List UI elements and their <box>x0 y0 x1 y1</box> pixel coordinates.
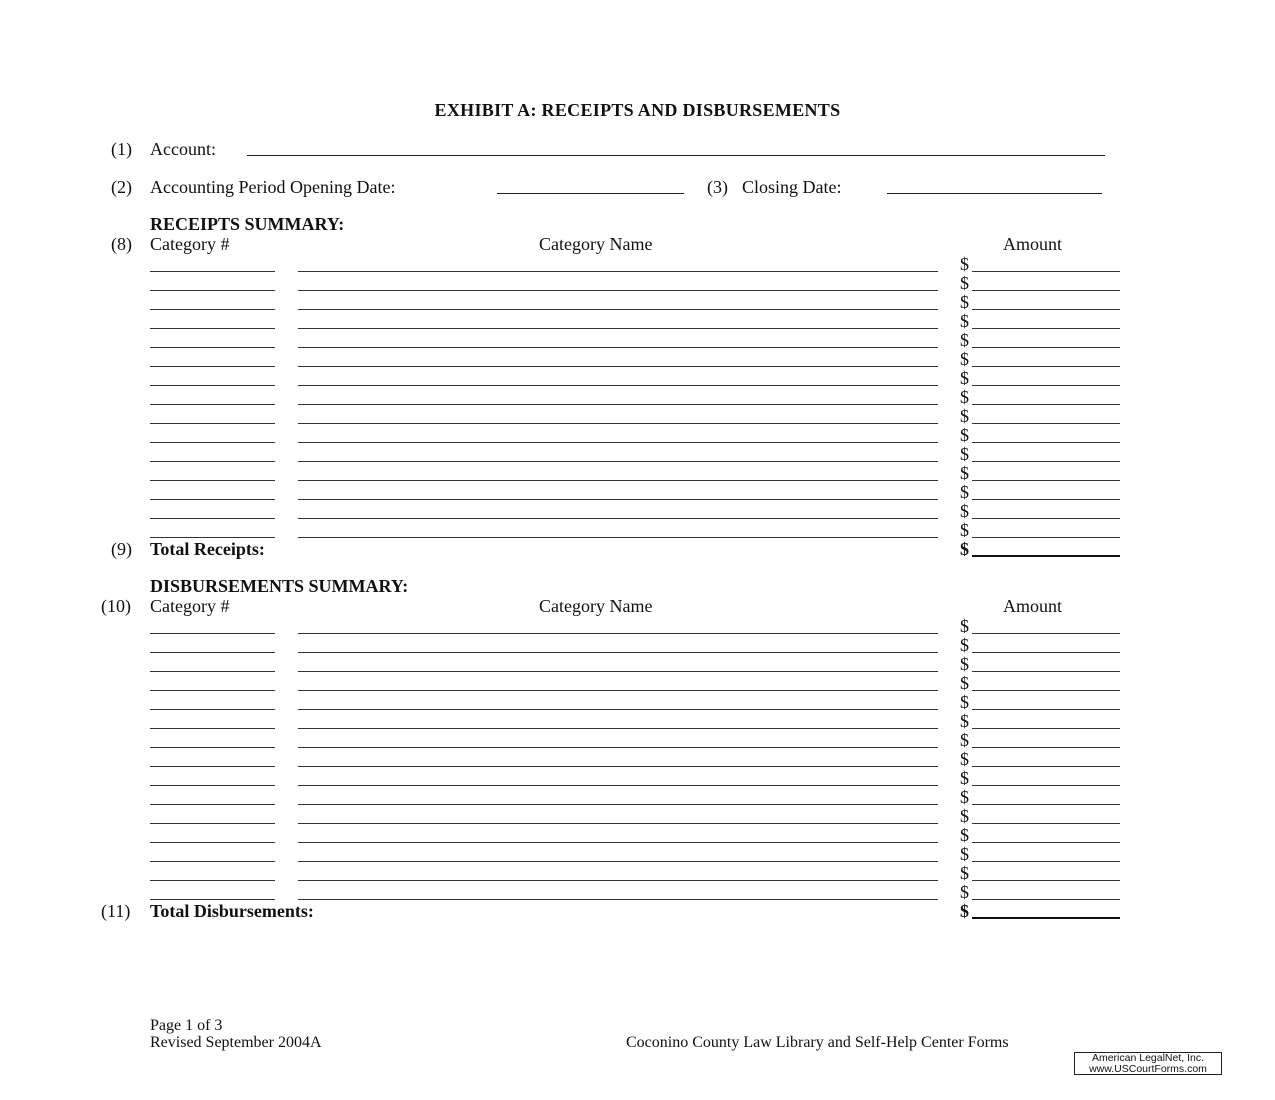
receipts-total-field[interactable] <box>972 555 1120 557</box>
disbursements-row <box>0 844 1275 863</box>
disbursements-name-field[interactable] <box>298 861 938 862</box>
disbursements-row <box>0 654 1275 673</box>
disbursements-category-field[interactable] <box>150 804 275 805</box>
receipts-amount-field[interactable] <box>972 537 1120 538</box>
disbursements-amount-field[interactable] <box>972 880 1120 881</box>
receipts-row <box>0 311 1275 330</box>
badge-line-1: American LegalNet, Inc. <box>1091 1052 1205 1064</box>
disbursements-total-currency: $ <box>960 901 969 921</box>
disbursements-category-field[interactable] <box>150 652 275 653</box>
disbursements-row <box>0 635 1275 654</box>
disbursements-amount-field[interactable] <box>972 633 1120 634</box>
disbursements-amount-field[interactable] <box>972 861 1120 862</box>
disbursements-currency-symbol: $ <box>960 806 969 826</box>
disbursements-category-field[interactable] <box>150 633 275 634</box>
receipts-row <box>0 254 1275 273</box>
disbursements-amount-field[interactable] <box>972 823 1120 824</box>
account-field[interactable] <box>247 155 1105 156</box>
page-title: EXHIBIT A: RECEIPTS AND DISBURSEMENTS <box>434 100 841 120</box>
receipts-row <box>0 501 1275 520</box>
disbursements-row <box>0 787 1275 806</box>
disbursements-category-field[interactable] <box>150 823 275 824</box>
disbursements-total-field[interactable] <box>972 917 1120 919</box>
receipts-name-field[interactable] <box>298 309 938 310</box>
opening-date-label: Accounting Period Opening Date: <box>150 177 396 197</box>
receipts-name-field[interactable] <box>298 328 938 329</box>
disbursements-amount-field[interactable] <box>972 690 1120 691</box>
footer-source: Coconino County Law Library and Self-Help Center Forms <box>626 1034 1009 1051</box>
receipts-col-amount: Amount <box>1003 234 1063 254</box>
disbursements-currency-symbol: $ <box>960 825 969 845</box>
disbursements-currency-symbol: $ <box>960 654 969 674</box>
disbursements-currency-symbol: $ <box>960 863 969 883</box>
disbursements-currency-symbol: $ <box>960 730 969 750</box>
receipts-col-name: Category Name <box>539 234 653 254</box>
receipts-amount-field[interactable] <box>972 347 1120 348</box>
receipts-category-field[interactable] <box>150 518 275 519</box>
receipts-currency-symbol: $ <box>960 444 969 464</box>
receipts-amount-field[interactable] <box>972 518 1120 519</box>
receipts-col-category: Category # <box>150 234 230 254</box>
receipts-name-field[interactable] <box>298 366 938 367</box>
badge-line-2: www.USCourtForms.com <box>1089 1063 1207 1075</box>
disbursements-total-label: Total Disbursements: <box>150 901 314 921</box>
receipts-category-field[interactable] <box>150 499 275 500</box>
disbursements-row <box>0 616 1275 635</box>
receipts-name-field[interactable] <box>298 347 938 348</box>
receipts-name-field[interactable] <box>298 518 938 519</box>
disbursements-currency-symbol: $ <box>960 768 969 788</box>
receipts-row <box>0 292 1275 311</box>
receipts-name-field[interactable] <box>298 290 938 291</box>
disbursements-row <box>0 692 1275 711</box>
disbursements-category-field[interactable] <box>150 671 275 672</box>
disbursements-category-field[interactable] <box>150 899 275 900</box>
disbursements-name-field[interactable] <box>298 690 938 691</box>
receipts-total-currency: $ <box>960 539 969 559</box>
disbursements-amount-field[interactable] <box>972 804 1120 805</box>
disbursements-name-field[interactable] <box>298 747 938 748</box>
opening-date-number: (2) <box>111 177 132 197</box>
receipts-amount-field[interactable] <box>972 423 1120 424</box>
disbursements-number: (10) <box>101 596 131 616</box>
receipts-name-field[interactable] <box>298 442 938 443</box>
receipts-name-field[interactable] <box>298 404 938 405</box>
receipts-row <box>0 387 1275 406</box>
disbursements-category-field[interactable] <box>150 690 275 691</box>
receipts-currency-symbol: $ <box>960 463 969 483</box>
receipts-category-field[interactable] <box>150 271 275 272</box>
disbursements-name-field[interactable] <box>298 633 938 634</box>
disbursements-col-amount: Amount <box>1003 596 1063 616</box>
receipts-row <box>0 406 1275 425</box>
receipts-category-field[interactable] <box>150 480 275 481</box>
receipts-row <box>0 273 1275 292</box>
receipts-currency-symbol: $ <box>960 273 969 293</box>
receipts-row <box>0 463 1275 482</box>
disbursements-category-field[interactable] <box>150 785 275 786</box>
receipts-amount-field[interactable] <box>972 290 1120 291</box>
disbursements-total-number: (11) <box>101 901 131 921</box>
disbursements-currency-symbol: $ <box>960 882 969 902</box>
disbursements-category-field[interactable] <box>150 880 275 881</box>
footer-page: Page 1 of 3 <box>150 1017 223 1034</box>
receipts-currency-symbol: $ <box>960 330 969 350</box>
receipts-total-number: (9) <box>111 539 132 559</box>
disbursements-amount-field[interactable] <box>972 728 1120 729</box>
disbursements-name-field[interactable] <box>298 709 938 710</box>
disbursements-name-field[interactable] <box>298 728 938 729</box>
receipts-category-field[interactable] <box>150 366 275 367</box>
closing-date-label: Closing Date: <box>742 177 842 197</box>
receipts-amount-field[interactable] <box>972 461 1120 462</box>
disbursements-amount-field[interactable] <box>972 842 1120 843</box>
receipts-amount-field[interactable] <box>972 271 1120 272</box>
disbursements-name-field[interactable] <box>298 766 938 767</box>
receipts-category-field[interactable] <box>150 442 275 443</box>
disbursements-name-field[interactable] <box>298 804 938 805</box>
disbursements-currency-symbol: $ <box>960 787 969 807</box>
disbursements-category-field[interactable] <box>150 728 275 729</box>
disbursements-col-category: Category # <box>150 596 230 616</box>
receipts-name-field[interactable] <box>298 423 938 424</box>
disbursements-row <box>0 768 1275 787</box>
receipts-row <box>0 349 1275 368</box>
receipts-category-field[interactable] <box>150 309 275 310</box>
receipts-currency-symbol: $ <box>960 425 969 445</box>
receipts-category-field[interactable] <box>150 385 275 386</box>
receipts-number: (8) <box>111 234 132 254</box>
receipts-row <box>0 520 1275 539</box>
disbursements-row <box>0 711 1275 730</box>
receipts-currency-symbol: $ <box>960 501 969 521</box>
receipts-amount-field[interactable] <box>972 385 1120 386</box>
disbursements-amount-field[interactable] <box>972 785 1120 786</box>
disbursements-category-field[interactable] <box>150 861 275 862</box>
receipts-currency-symbol: $ <box>960 406 969 426</box>
receipts-category-field[interactable] <box>150 347 275 348</box>
receipts-category-field[interactable] <box>150 537 275 538</box>
account-number: (1) <box>111 139 132 159</box>
footer-revised: Revised September 2004A <box>150 1034 322 1051</box>
receipts-category-field[interactable] <box>150 404 275 405</box>
receipts-category-field[interactable] <box>150 290 275 291</box>
receipts-name-field[interactable] <box>298 385 938 386</box>
receipts-total-label: Total Receipts: <box>150 539 265 559</box>
disbursements-row <box>0 825 1275 844</box>
disbursements-currency-symbol: $ <box>960 673 969 693</box>
disbursements-name-field[interactable] <box>298 785 938 786</box>
receipts-amount-field[interactable] <box>972 366 1120 367</box>
disbursements-category-field[interactable] <box>150 709 275 710</box>
receipts-category-field[interactable] <box>150 423 275 424</box>
disbursements-row <box>0 730 1275 749</box>
receipts-currency-symbol: $ <box>960 482 969 502</box>
disbursements-amount-field[interactable] <box>972 766 1120 767</box>
disbursements-currency-symbol: $ <box>960 844 969 864</box>
receipts-currency-symbol: $ <box>960 292 969 312</box>
receipts-currency-symbol: $ <box>960 254 969 274</box>
disbursements-name-field[interactable] <box>298 880 938 881</box>
closing-date-number: (3) <box>707 177 728 197</box>
disbursements-category-field[interactable] <box>150 842 275 843</box>
receipts-name-field[interactable] <box>298 480 938 481</box>
receipts-amount-field[interactable] <box>972 499 1120 500</box>
uscourtforms-badge <box>1074 1052 1222 1075</box>
receipts-category-field[interactable] <box>150 328 275 329</box>
receipts-heading: RECEIPTS SUMMARY: <box>150 214 345 234</box>
disbursements-currency-symbol: $ <box>960 692 969 712</box>
receipts-amount-field[interactable] <box>972 328 1120 329</box>
receipts-currency-symbol: $ <box>960 311 969 331</box>
disbursements-row <box>0 673 1275 692</box>
receipts-row <box>0 368 1275 387</box>
closing-date-field[interactable] <box>887 193 1102 194</box>
disbursements-name-field[interactable] <box>298 652 938 653</box>
disbursements-row <box>0 882 1275 901</box>
disbursements-name-field[interactable] <box>298 842 938 843</box>
receipts-name-field[interactable] <box>298 461 938 462</box>
receipts-currency-symbol: $ <box>960 368 969 388</box>
account-label: Account: <box>150 139 216 159</box>
disbursements-row <box>0 749 1275 768</box>
disbursements-name-field[interactable] <box>298 899 938 900</box>
disbursements-amount-field[interactable] <box>972 709 1120 710</box>
receipts-row <box>0 330 1275 349</box>
disbursements-col-name: Category Name <box>539 596 653 616</box>
disbursements-category-field[interactable] <box>150 766 275 767</box>
disbursements-currency-symbol: $ <box>960 749 969 769</box>
receipts-row <box>0 425 1275 444</box>
disbursements-amount-field[interactable] <box>972 747 1120 748</box>
receipts-amount-field[interactable] <box>972 442 1120 443</box>
disbursements-category-field[interactable] <box>150 747 275 748</box>
disbursements-currency-symbol: $ <box>960 635 969 655</box>
receipts-name-field[interactable] <box>298 537 938 538</box>
receipts-name-field[interactable] <box>298 271 938 272</box>
disbursements-name-field[interactable] <box>298 671 938 672</box>
disbursements-currency-symbol: $ <box>960 616 969 636</box>
receipts-amount-field[interactable] <box>972 480 1120 481</box>
disbursements-amount-field[interactable] <box>972 899 1120 900</box>
disbursements-amount-field[interactable] <box>972 671 1120 672</box>
receipts-currency-symbol: $ <box>960 387 969 407</box>
receipts-currency-symbol: $ <box>960 520 969 540</box>
receipts-currency-symbol: $ <box>960 349 969 369</box>
receipts-amount-field[interactable] <box>972 404 1120 405</box>
receipts-amount-field[interactable] <box>972 309 1120 310</box>
receipts-category-field[interactable] <box>150 461 275 462</box>
receipts-name-field[interactable] <box>298 499 938 500</box>
disbursements-row <box>0 806 1275 825</box>
disbursements-heading: DISBURSEMENTS SUMMARY: <box>150 576 409 596</box>
receipts-row <box>0 444 1275 463</box>
opening-date-field[interactable] <box>497 193 684 194</box>
disbursements-name-field[interactable] <box>298 823 938 824</box>
disbursements-row <box>0 863 1275 882</box>
disbursements-amount-field[interactable] <box>972 652 1120 653</box>
receipts-row <box>0 482 1275 501</box>
disbursements-currency-symbol: $ <box>960 711 969 731</box>
